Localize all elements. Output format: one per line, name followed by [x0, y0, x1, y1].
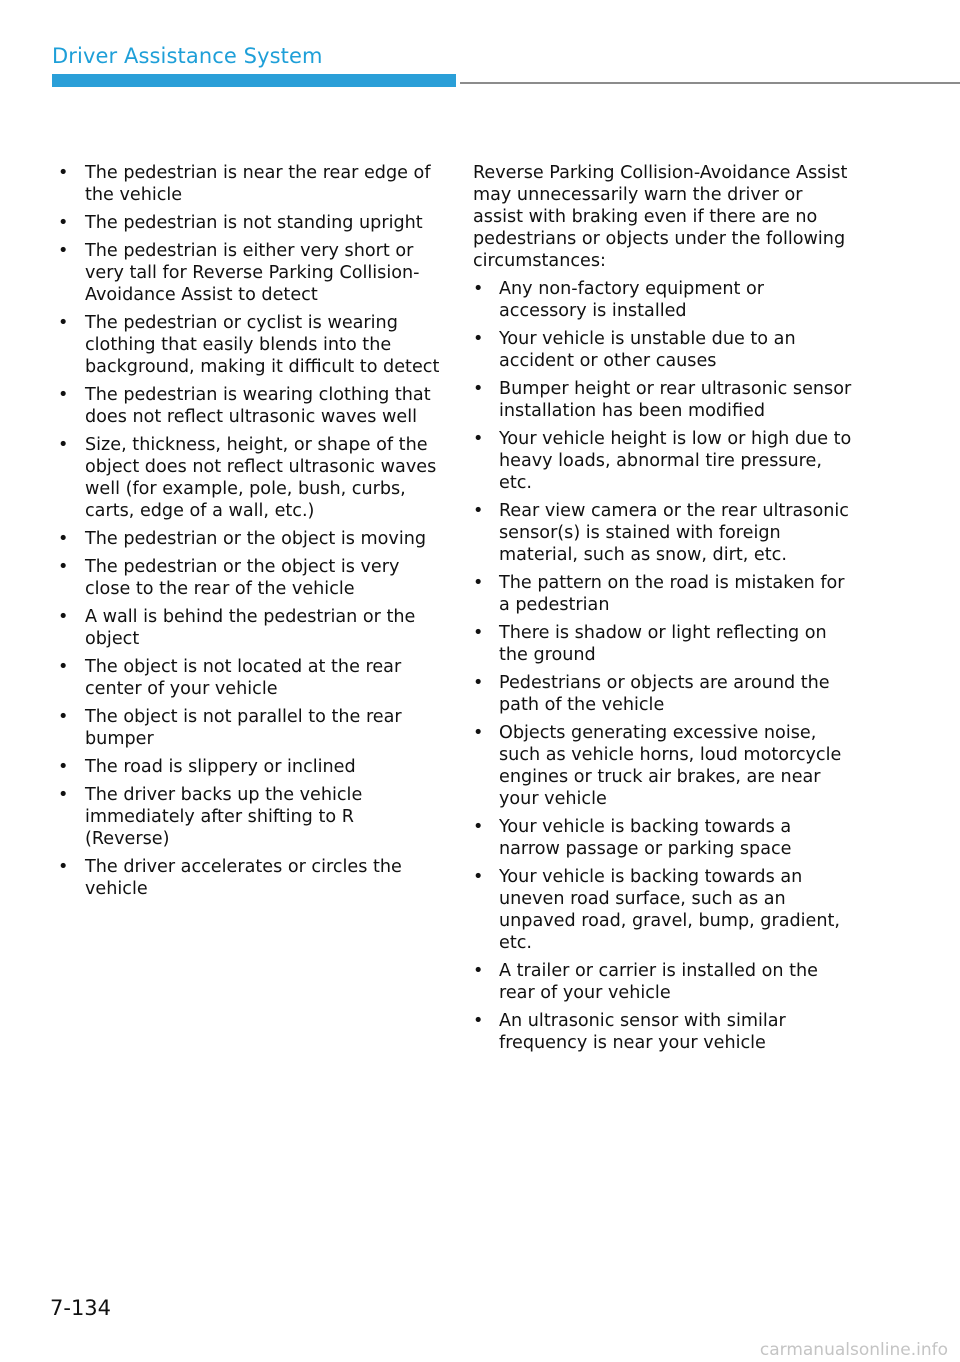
list-item-text: The pattern on the road is mistaken for a pedestrian	[499, 573, 845, 615]
list-item	[58, 656, 442, 700]
intro-paragraph: Reverse Parking Collision-Avoidance Assist may unnecessarily warn the driver or assist with braking even if there are no pedestrians or objects under the following circumstances:	[473, 163, 848, 271]
bullet-icon: •	[58, 707, 69, 727]
list-item-text: The driver accelerates or circles the vehicle	[85, 857, 402, 899]
bullet-icon: •	[473, 867, 484, 887]
list-item	[58, 556, 442, 600]
list-item	[58, 756, 442, 778]
list-item-text: Your vehicle is backing towards an uneven road surface, such as an unpaved road, gravel, bump, gradient, etc.	[499, 867, 840, 953]
list-item-text: The object is not located at the rear center of your vehicle	[85, 657, 402, 699]
bullet-icon: •	[473, 379, 484, 399]
list-item-text: The pedestrian or the object is very close to the rear of the vehicle	[85, 557, 400, 599]
list-item	[58, 162, 442, 206]
list-item	[58, 606, 442, 650]
watermark: carmanualsonline.info	[759, 1340, 948, 1360]
list-item	[473, 960, 853, 1004]
list-item	[473, 278, 853, 322]
bullet-icon: •	[473, 429, 484, 449]
list-item	[473, 328, 853, 372]
bullet-icon: •	[58, 657, 69, 677]
bullet-icon: •	[58, 435, 69, 455]
bullet-icon: •	[58, 557, 69, 577]
list-item-text: Rear view camera or the rear ultrasonic sensor(s) is stained with foreign material, such as snow, dirt, etc.	[499, 501, 849, 565]
list-item-text: Objects generating excessive noise, such as vehicle horns, loud motorcycle engines or truck air brakes, are near your vehicle	[499, 723, 842, 809]
list-item-text: There is shadow or light reflecting on the ground	[499, 623, 827, 665]
list-item-text: Any non-factory equipment or accessory is installed	[499, 279, 764, 321]
bullet-icon: •	[58, 757, 69, 777]
bullet-icon: •	[58, 529, 69, 549]
list-item	[58, 240, 442, 306]
list-item	[473, 572, 853, 616]
list-item	[58, 706, 442, 750]
list-item-text: The driver backs up the vehicle immediately after shifting to R (Reverse)	[85, 785, 363, 849]
list-item-text: Your vehicle height is low or high due to heavy loads, abnormal tire pressure, etc.	[499, 429, 852, 493]
left-bullet-list	[58, 162, 442, 900]
bullet-icon: •	[58, 213, 69, 233]
bullet-icon: •	[473, 1011, 484, 1031]
list-item-text: A trailer or carrier is installed on the rear of your vehicle	[499, 961, 818, 1003]
list-item	[473, 622, 853, 666]
bullet-icon: •	[473, 673, 484, 693]
header-rule-gray	[460, 82, 960, 84]
list-item	[473, 816, 853, 860]
bullet-icon: •	[473, 329, 484, 349]
list-item-text: Pedestrians or objects are around the path of the vehicle	[499, 673, 830, 715]
list-item-text: The object is not parallel to the rear bumper	[85, 707, 402, 749]
list-item-text: The pedestrian or the object is moving	[85, 529, 427, 549]
bullet-icon: •	[58, 313, 69, 333]
bullet-icon: •	[58, 785, 69, 805]
list-item	[473, 500, 853, 566]
list-item-text: Bumper height or rear ultrasonic sensor installation has been modified	[499, 379, 852, 421]
list-item-text: Your vehicle is unstable due to an accident or other causes	[499, 329, 796, 371]
list-item-text: The pedestrian is wearing clothing that does not reflect ultrasonic waves well	[85, 385, 431, 427]
list-item	[473, 1010, 853, 1054]
list-item-text: Your vehicle is backing towards a narrow passage or parking space	[499, 817, 792, 859]
bullet-icon: •	[473, 817, 484, 837]
bullet-icon: •	[58, 385, 69, 405]
list-item-text: An ultrasonic sensor with similar frequency is near your vehicle	[499, 1011, 786, 1053]
right-column	[473, 162, 853, 1060]
list-item	[58, 212, 442, 234]
bullet-icon: •	[473, 279, 484, 299]
list-item-text: The pedestrian is either very short or very tall for Reverse Parking Collision-Avoidance Assist to detect	[85, 241, 420, 305]
section-title: Driver Assistance System	[52, 44, 323, 68]
list-item	[58, 856, 442, 900]
list-item	[473, 722, 853, 810]
list-item	[473, 428, 853, 494]
bullet-icon: •	[473, 961, 484, 981]
bullet-icon: •	[58, 241, 69, 261]
list-item-text: Size, thickness, height, or shape of the object does not reflect ultrasonic waves well (for example, pole, bush, curbs, carts, edge of a wall, etc.)	[85, 435, 437, 521]
right-bullet-list	[473, 278, 853, 1054]
bullet-icon: •	[58, 857, 69, 877]
list-item	[58, 784, 442, 850]
list-item	[58, 528, 442, 550]
list-item-text: The pedestrian or cyclist is wearing clothing that easily blends into the background, making it difficult to detect	[85, 313, 440, 377]
bullet-icon: •	[473, 501, 484, 521]
bullet-icon: •	[58, 163, 69, 183]
list-item-text: The road is slippery or inclined	[85, 757, 356, 777]
list-item-text: A wall is behind the pedestrian or the object	[85, 607, 416, 649]
list-item	[473, 378, 853, 422]
bullet-icon: •	[473, 573, 484, 593]
list-item	[58, 434, 442, 522]
list-item-text: The pedestrian is near the rear edge of the vehicle	[85, 163, 431, 205]
bullet-icon: •	[473, 723, 484, 743]
left-column	[58, 162, 442, 906]
bullet-icon: •	[58, 607, 69, 627]
list-item	[473, 866, 853, 954]
list-item	[58, 384, 442, 428]
page-number: 7-134	[50, 1296, 112, 1320]
bullet-icon: •	[473, 623, 484, 643]
list-item	[473, 672, 853, 716]
list-item-text: The pedestrian is not standing upright	[85, 213, 423, 233]
list-item	[58, 312, 442, 378]
header-rule-blue	[52, 74, 456, 87]
